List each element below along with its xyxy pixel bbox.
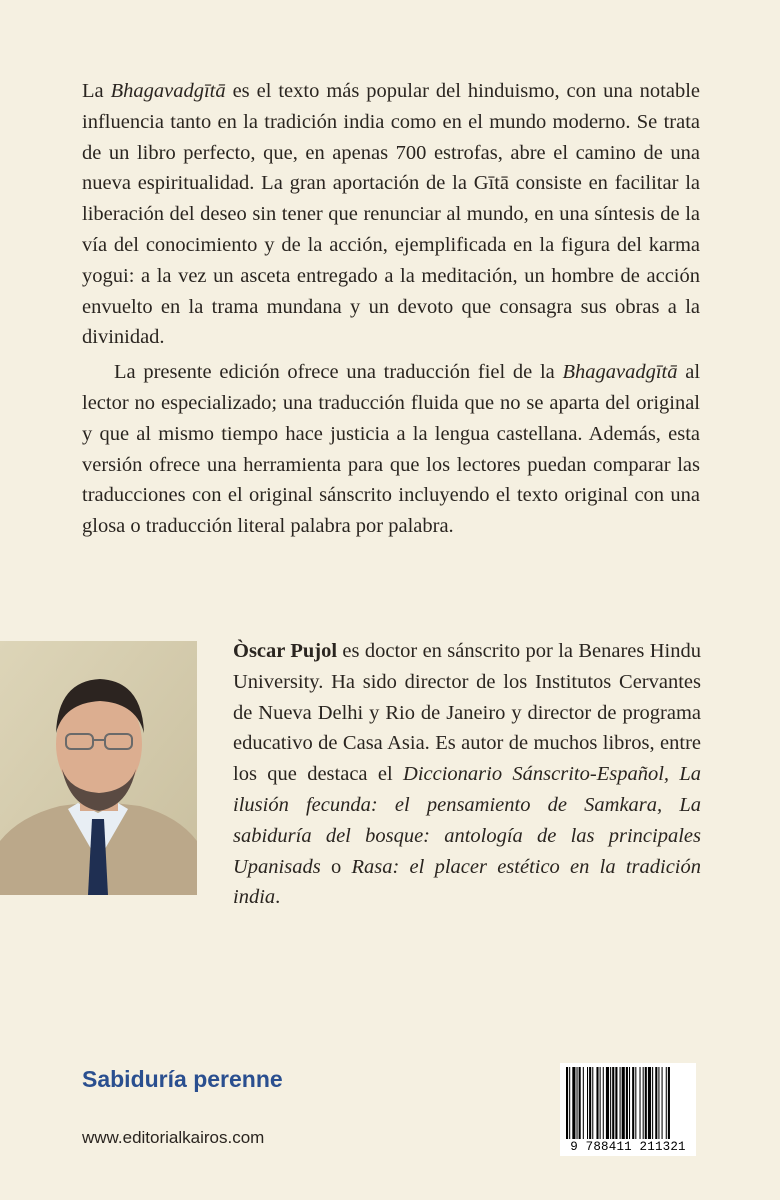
barcode-bars [560, 1063, 696, 1141]
synopsis [82, 76, 700, 542]
isbn-barcode [560, 1063, 696, 1156]
collection-name: Sabiduría perenne [82, 1066, 283, 1092]
author-name: Òscar Pujol [233, 640, 338, 662]
isbn-digits: 9 788411 211321 [570, 1140, 686, 1154]
author-bio [233, 636, 701, 913]
synopsis-paragraph-2: La presente edición ofrece una traducción fiel de la Bhagavadgītā al lector no especializado; una traducción fluida que no se aparta del original y que al mismo tiempo hace justicia a la lengua castellana. Además, esta versión ofrece una herramienta para que los lectores puedan comparar las traducciones con el original sánscrito incluyendo el texto original con una glosa o traducción literal palabra por palabra. [82, 361, 701, 538]
synopsis-paragraph-1: La Bhagavadgītā es el texto más popular del hinduismo, con una notable influencia tanto en la tradición india como en el mundo moderno. Se trata de un libro perfecto, que, en apenas 700 estrofas, abre el camino de una nueva espiritualidad. La gran aportación de la Gītā consiste en facilitar la liberación del deseo sin tener que renunciar al mundo, en una síntesis de la vía del conocimiento y de la acción, ejemplificada en la figura del karma yogui: a la vez un asceta entregado a la meditación, un hombre de acción envuelto en la trama mundana y un devoto que consagra sus obras a la divinidad. [82, 80, 701, 349]
author-bio-text: es doctor en sánscrito por la Benares Hindu University. Ha sido director de los Institutos Cervantes de Nueva Delhi y Rio de Janeiro y director de programa educativo de Casa Asia. Es autor de muchos libros, entre los que destaca el Diccionario Sánscrito-Español, La ilusión fecunda: el pensamiento de Samkara, La sabiduría del bosque: antología de las principales Upanisads o Rasa: el placer estético en la tradición india. [233, 640, 702, 909]
website-link[interactable]: www.editorialkairos.com [82, 1128, 265, 1147]
author-photo [0, 641, 197, 895]
